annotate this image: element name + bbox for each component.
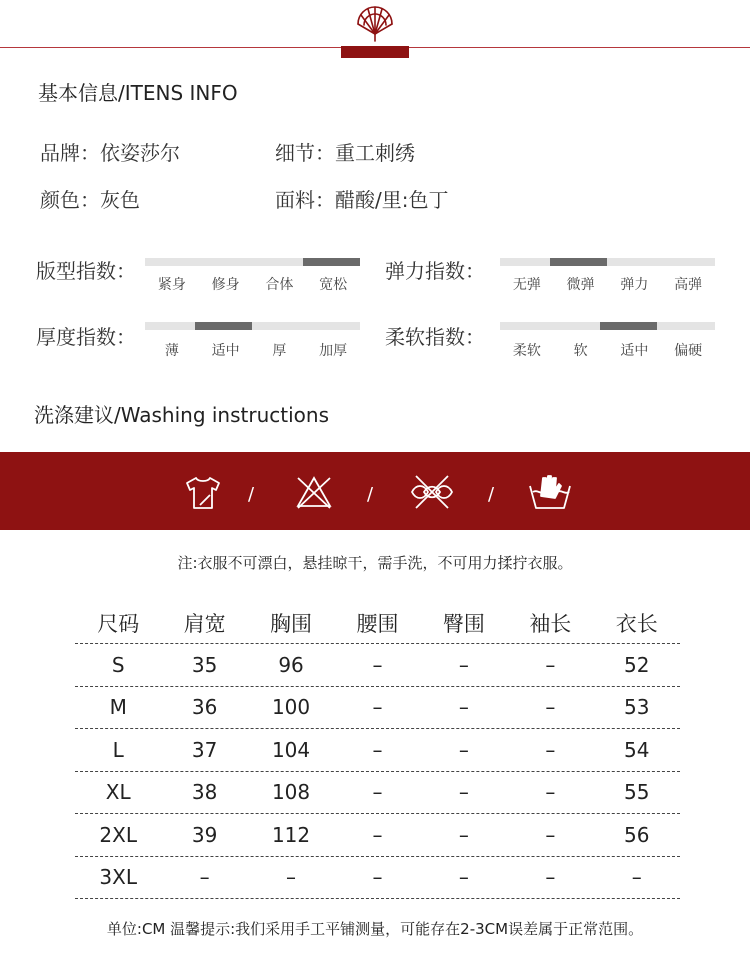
softness-option: 适中 — [620, 343, 649, 359]
thickness-option: 加厚 — [319, 343, 348, 359]
basic-info-title: 基本信息/ITENS INFO — [38, 81, 238, 105]
table-cell: – — [545, 652, 556, 677]
table-cell: – — [545, 695, 556, 720]
column-header: 胸围 — [270, 612, 313, 636]
softness-option: 柔软 — [512, 343, 541, 359]
table-cell: – — [458, 652, 469, 677]
header-tab — [341, 46, 409, 58]
table-cell: 2XL — [99, 822, 137, 847]
fit-index-bar — [145, 258, 360, 266]
table-cell: – — [458, 695, 469, 720]
table-cell: 37 — [191, 737, 218, 762]
fan-icon — [355, 4, 395, 42]
table-cell: 96 — [278, 652, 304, 677]
color-info: 颜色：灰色 — [40, 188, 140, 212]
thickness-option: 厚 — [272, 343, 287, 359]
table-cell: – — [545, 865, 556, 890]
table-cell: 55 — [624, 780, 650, 805]
table-cell: – — [458, 822, 469, 847]
column-header: 肩宽 — [183, 612, 226, 636]
table-cell: – — [545, 822, 556, 847]
fabric-info: 面料：醋酸/里:色丁 — [275, 188, 449, 212]
washing-title: 洗涤建议/Washing instructions — [34, 403, 329, 427]
table-cell: 108 — [271, 780, 311, 805]
column-header: 腰围 — [356, 612, 399, 636]
table-cell: – — [545, 780, 556, 805]
elasticity-index-marker — [550, 258, 607, 266]
washing-icons-band — [0, 452, 750, 530]
elasticity-option: 弹力 — [620, 277, 649, 293]
brand-info: 品牌：依姿莎尔 — [40, 141, 180, 165]
table-row — [75, 772, 680, 815]
column-header: 衣长 — [615, 612, 658, 636]
table-cell: 112 — [271, 822, 311, 847]
table-cell: – — [372, 695, 383, 720]
table-row — [75, 644, 680, 687]
table-header-row — [75, 603, 680, 644]
table-cell: 39 — [191, 822, 218, 847]
elasticity-index-bar — [500, 258, 715, 266]
table-cell: 53 — [624, 695, 650, 720]
size-table — [75, 603, 680, 899]
elasticity-index-label: 弹力指数： — [385, 259, 485, 283]
table-cell: – — [372, 780, 383, 805]
detail-info: 细节：重工刺绣 — [275, 141, 415, 165]
softness-index-options — [500, 340, 715, 360]
thickness-index-label: 厚度指数： — [36, 325, 136, 349]
thickness-option: 适中 — [211, 343, 240, 359]
table-cell: – — [199, 865, 210, 890]
table-cell: L — [112, 737, 124, 762]
table-cell: – — [458, 865, 469, 890]
table-cell: M — [109, 695, 127, 720]
fit-index-marker — [303, 258, 360, 266]
softness-index-label: 柔软指数： — [385, 325, 485, 349]
fit-option: 修身 — [211, 277, 240, 293]
softness-option: 软 — [573, 343, 588, 359]
table-cell: 104 — [271, 737, 311, 762]
table-cell: – — [372, 822, 383, 847]
column-header: 袖长 — [529, 612, 572, 636]
hand-wash-icon — [527, 472, 573, 512]
shirt-icon — [183, 475, 223, 511]
fit-option: 合体 — [265, 277, 294, 293]
elasticity-option: 微弹 — [566, 277, 595, 293]
elasticity-index-options — [500, 274, 715, 294]
softness-option: 偏硬 — [674, 343, 703, 359]
table-cell: 38 — [191, 780, 218, 805]
table-cell: – — [458, 780, 469, 805]
table-cell: – — [545, 737, 556, 762]
table-cell: – — [372, 865, 383, 890]
fit-option: 紧身 — [157, 277, 186, 293]
table-cell: 35 — [191, 652, 218, 677]
table-cell: – — [286, 865, 297, 890]
table-cell: 54 — [624, 737, 650, 762]
separator: / — [248, 484, 255, 505]
softness-index-marker — [600, 322, 657, 330]
column-header: 尺码 — [97, 612, 140, 636]
thickness-index-bar — [145, 322, 360, 330]
table-cell: 52 — [624, 652, 650, 677]
table-row — [75, 729, 680, 772]
fit-option: 宽松 — [319, 277, 348, 293]
table-cell: 3XL — [99, 865, 137, 890]
table-cell: 56 — [624, 822, 650, 847]
table-cell: XL — [105, 780, 131, 805]
no-bleach-icon — [295, 474, 333, 510]
table-row — [75, 814, 680, 857]
separator: / — [367, 484, 374, 505]
table-cell: – — [372, 737, 383, 762]
table-cell: S — [111, 652, 125, 677]
table-row — [75, 857, 680, 900]
measurement-footer: 单位:CM 温馨提示:我们采用手工平铺测量，可能存在2-3CM误差属于正常范围。 — [106, 920, 644, 938]
table-row — [75, 687, 680, 730]
column-header: 臀围 — [442, 612, 485, 636]
thickness-index-options — [145, 340, 360, 360]
table-cell: 100 — [271, 695, 311, 720]
separator: / — [488, 484, 495, 505]
fit-index-options — [145, 274, 360, 294]
table-cell: – — [372, 652, 383, 677]
elasticity-option: 无弹 — [512, 277, 541, 293]
washing-note: 注:衣服不可漂白，悬挂晾干，需手洗，不可用力揉拧衣服。 — [177, 554, 573, 572]
table-cell: 36 — [191, 695, 218, 720]
elasticity-option: 高弹 — [674, 277, 703, 293]
softness-index-bar — [500, 322, 715, 330]
table-cell: – — [631, 865, 642, 890]
thickness-option: 薄 — [164, 343, 179, 359]
table-cell: – — [458, 737, 469, 762]
no-wring-icon — [408, 472, 456, 512]
fit-index-label: 版型指数： — [36, 259, 136, 283]
thickness-index-marker — [195, 322, 252, 330]
